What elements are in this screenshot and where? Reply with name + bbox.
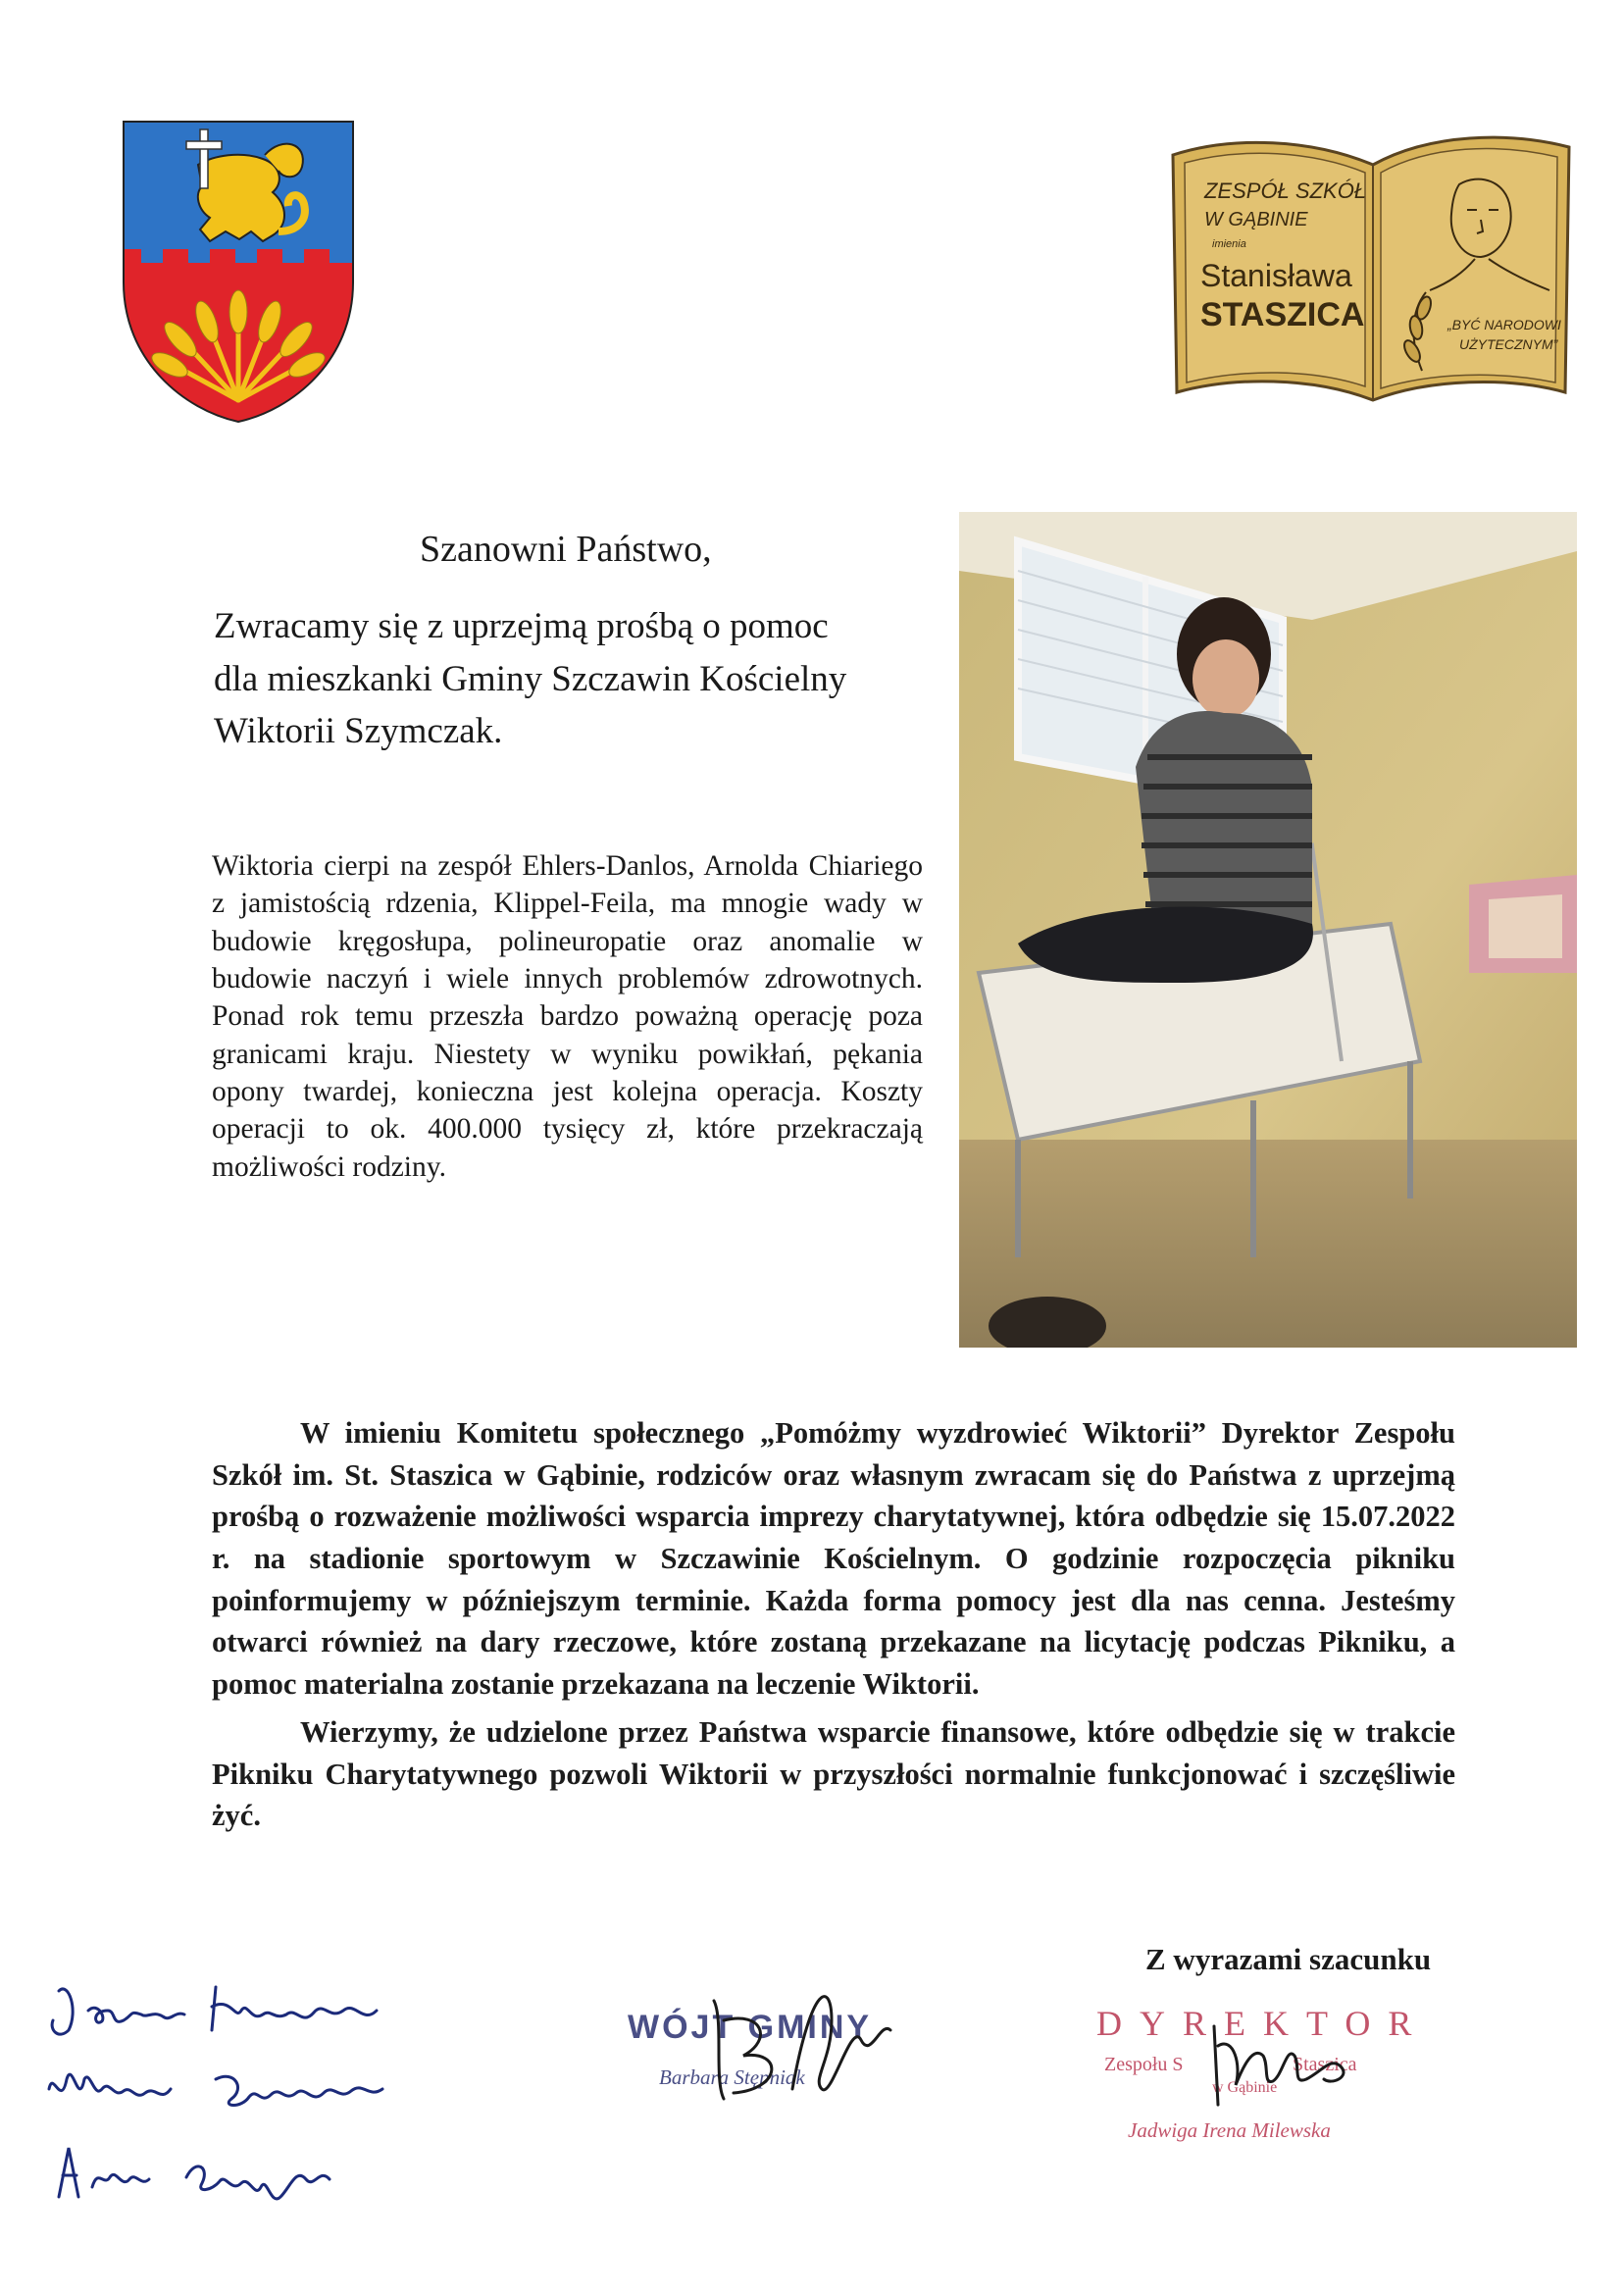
dyrektor-signature-icon <box>1185 2007 1381 2124</box>
closing-text: Z wyrazami szacunku <box>1145 1942 1432 1976</box>
wojt-signature-icon <box>685 1962 900 2118</box>
greeting: Szanowni Państwo, <box>420 529 712 570</box>
patient-photo <box>959 512 1577 1348</box>
handwritten-signature-icon <box>39 2050 431 2128</box>
dyrektor-stamp <box>1096 2001 1557 2167</box>
signature-3 <box>39 2128 392 2217</box>
wojt-stamp <box>606 2001 920 2118</box>
dyrektor-stamp-name: Jadwiga Irena Milewska <box>1128 2118 1331 2142</box>
intro-line: dla mieszkanki Gminy Szczawin Kościelny <box>214 658 847 699</box>
wojt-stamp-name: Barbara Stępniak <box>659 2065 805 2089</box>
intro-line: Wiktorii Szymczak. <box>214 711 503 752</box>
logo-line3: imienia <box>1212 238 1246 250</box>
logo-motto1: „BYĆ NARODOWI <box>1447 317 1561 332</box>
handwritten-signature-icon <box>39 2128 392 2217</box>
book-logo-icon <box>1165 126 1577 410</box>
signature-2 <box>39 2050 431 2128</box>
wojt-stamp-title: WÓJT GMINY <box>628 2009 873 2046</box>
description-paragraph: Wiktoria cierpi na zespół Ehlers-Danlos, Arnolda Chiariego z jamistością rdzenia, Klippel-Feila, ma mnogie wady w budowie kręgosłupa, polineuropatie oraz anomalie w budowie naczyń i wiele innych problemów zdrowotnych. Ponad rok temu przeszła bardzo poważną operację poza granicami kraju. Niestety w wyniku powikłań, pękania opony twardej, konieczna jest kolejna operacja. Koszty operacji to ok. 400.000 tysięcy zł, które przekraczają możliwości rodziny. <box>212 850 923 1183</box>
intro-line: Zwracamy się z uprzejmą prośbą o pomoc <box>214 606 829 646</box>
hospital-photo-image <box>959 512 1577 1348</box>
handwritten-signature-icon <box>39 1971 431 2050</box>
coat-of-arms-icon <box>116 116 361 426</box>
logo-line1: ZESPÓŁ SZKÓŁ <box>1204 178 1367 203</box>
school-logo <box>1165 126 1577 410</box>
appeal-paragraph: W imieniu Komitetu społecznego „Pomóżmy wyzdrowieć Wiktorii” Dyrektor Zespołu Szkół im. St. Staszica w Gąbinie, rodziców oraz własnym zwracam się do Państwa z uprzejmą prośbą o rozważenie możliwości wsparcia imprezy charytatywnej, która odbędzie się 15.07.2022 r. na stadionie sportowym w Szczawinie Kościelnym. O godzinie rozpoczęcia pikniku poinformujemy w późniejszym terminie. Każda forma pomocy jest dla nas cenna. Jesteśmy otwarci również na dary rzeczowe, które zostaną przekazane na licytację podczas Pikniku, a pomoc materialna zostanie przekazana na leczenie Wiktorii. <box>212 1416 1455 1702</box>
signature-1 <box>39 1971 431 2050</box>
logo-line4: Stanisława <box>1200 258 1352 293</box>
dyrektor-stamp-subtitle-left: Zespołu S <box>1104 2054 1184 2075</box>
logo-motto2: UŻYTECZNYM” <box>1459 336 1558 352</box>
appeal-paragraph: Wierzymy, że udzielone przez Państwa wsparcie finansowe, które odbędzie się w trakcie Pikniku Charytatywnego pozwoli Wiktorii w przyszłości normalnie funkcjonować i szczęśliwie żyć. <box>212 1714 1455 1833</box>
dyrektor-stamp-subtitle-right: Staszica <box>1293 2054 1357 2075</box>
dyrektor-stamp-title: DYREKTOR <box>1096 2004 1430 2043</box>
logo-line2: W GĄBINIE <box>1204 209 1308 230</box>
dyrektor-stamp-subtitle-line2: w Gąbinie <box>1212 2079 1278 2096</box>
logo-line5: STASZICA <box>1200 296 1365 333</box>
intro-block <box>214 600 939 758</box>
coat-of-arms <box>116 116 361 426</box>
appeal-block <box>212 1412 1455 1837</box>
